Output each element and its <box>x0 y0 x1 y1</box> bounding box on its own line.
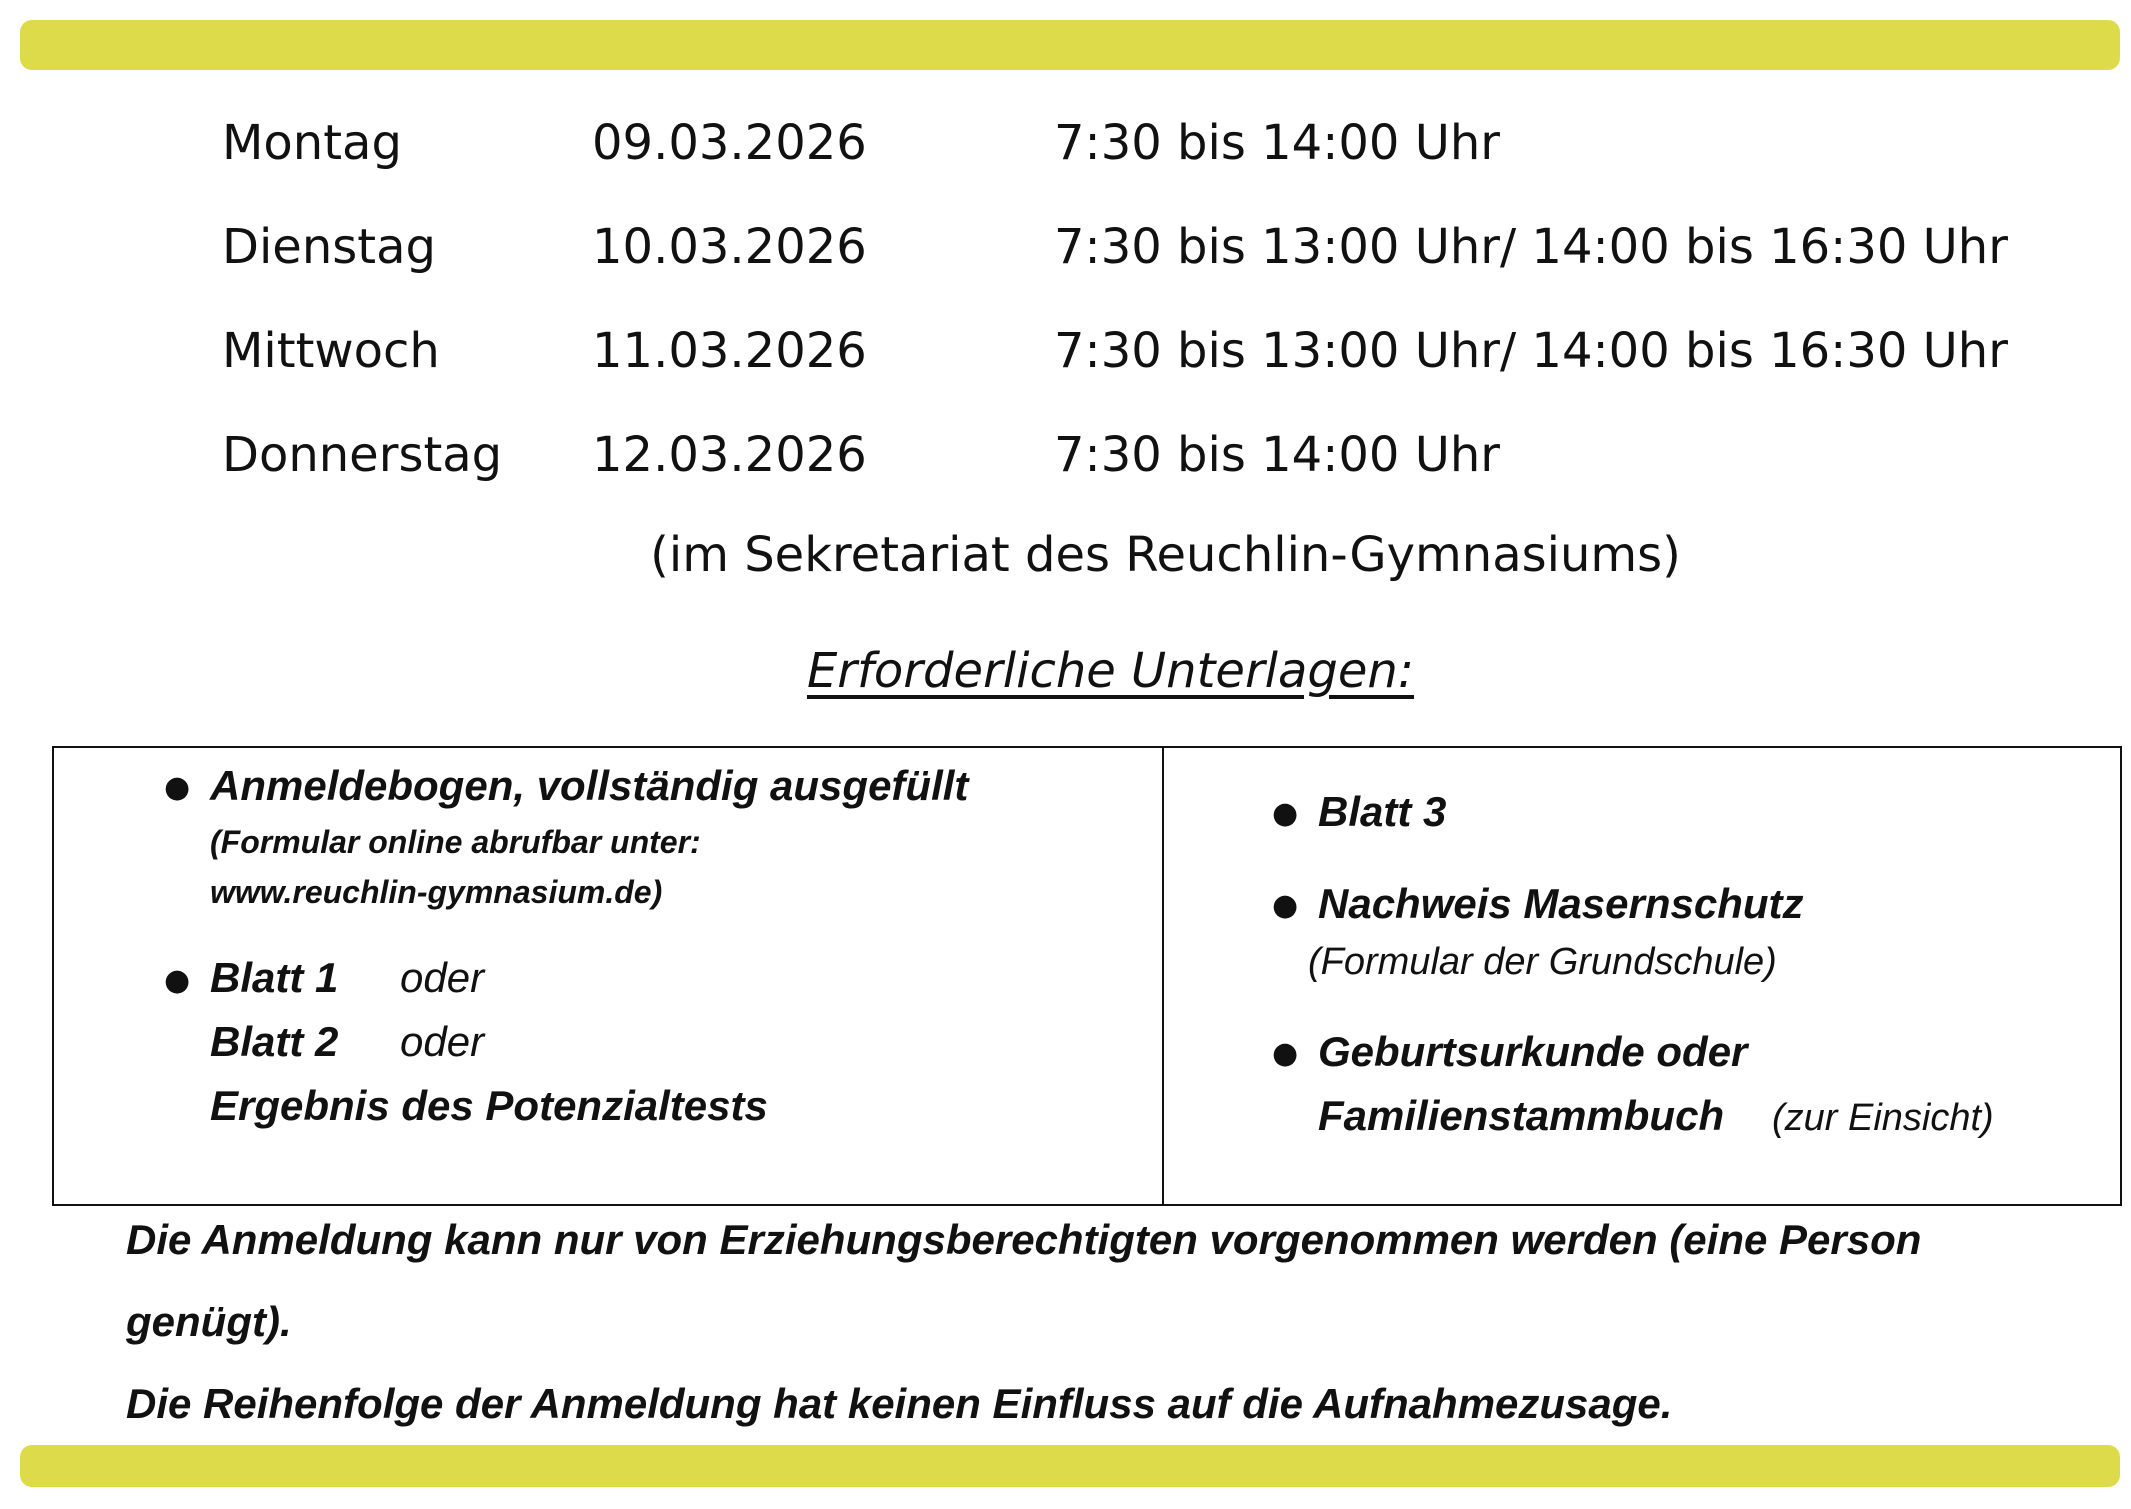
doc-masernschutz: Nachweis Masernschutz <box>1318 880 1804 927</box>
documents-box <box>52 746 2122 1206</box>
schedule-date: 09.03.2026 <box>592 115 867 171</box>
doc-anmeldebogen-note-2: www.reuchlin-gymnasium.de) <box>210 874 663 910</box>
bullet-icon: ● <box>1272 796 1299 831</box>
schedule-time: 7:30 bis 13:00 Uhr/ 14:00 bis 16:30 Uhr <box>1054 219 2008 275</box>
footer-line-3: Die Reihenfolge der Anmeldung hat keinen Einfluss auf die Aufnahmezusage. <box>126 1380 1673 1427</box>
footer-line-2: genügt). <box>126 1298 292 1345</box>
doc-anmeldebogen-note-1: (Formular online abrufbar unter: <box>210 824 701 860</box>
doc-masernschutz-note: (Formular der Grundschule) <box>1308 941 1777 983</box>
schedule-day: Mittwoch <box>222 323 440 379</box>
top-accent-bar <box>20 20 2120 70</box>
schedule-time: 7:30 bis 14:00 Uhr <box>1054 427 1500 483</box>
schedule-day: Montag <box>222 115 402 171</box>
doc-blatt-3: Blatt 3 <box>1318 788 1447 835</box>
schedule-day: Donnerstag <box>222 427 503 483</box>
doc-familienstammbuch: Familienstammbuch <box>1318 1092 1725 1139</box>
doc-blatt-1-oder: oder <box>400 954 485 1001</box>
doc-anmeldebogen: Anmeldebogen, vollständig ausgefüllt <box>210 762 969 809</box>
bullet-icon: ● <box>1272 1036 1299 1071</box>
bullet-icon: ● <box>1272 888 1299 923</box>
docs-heading: Erforderliche Unterlagen: <box>806 643 1415 699</box>
location-note: (im Sekretariat des Reuchlin-Gymnasiums) <box>650 527 1681 583</box>
schedule-date: 10.03.2026 <box>592 219 867 275</box>
schedule-date: 12.03.2026 <box>592 427 867 483</box>
doc-blatt-2: Blatt 2 <box>210 1018 339 1065</box>
bullet-icon: ● <box>164 770 191 805</box>
bottom-accent-bar <box>20 1445 2120 1487</box>
doc-blatt-2-oder: oder <box>400 1018 485 1065</box>
doc-geburtsurkunde: Geburtsurkunde oder <box>1318 1028 1748 1075</box>
doc-familienstammbuch-note: (zur Einsicht) <box>1772 1097 1994 1139</box>
schedule-time: 7:30 bis 13:00 Uhr/ 14:00 bis 16:30 Uhr <box>1054 323 2008 379</box>
column-divider <box>1162 748 1164 1204</box>
footer-line-1: Die Anmeldung kann nur von Erziehungsberechtigten vorgenommen werden (eine Person <box>126 1216 1922 1263</box>
doc-blatt-1: Blatt 1 <box>210 954 339 1001</box>
schedule-time: 7:30 bis 14:00 Uhr <box>1054 115 1500 171</box>
doc-potenzialtest: Ergebnis des Potenzialtests <box>210 1082 768 1129</box>
schedule-day: Dienstag <box>222 219 436 275</box>
schedule-date: 11.03.2026 <box>592 323 867 379</box>
bullet-icon: ● <box>164 963 191 998</box>
